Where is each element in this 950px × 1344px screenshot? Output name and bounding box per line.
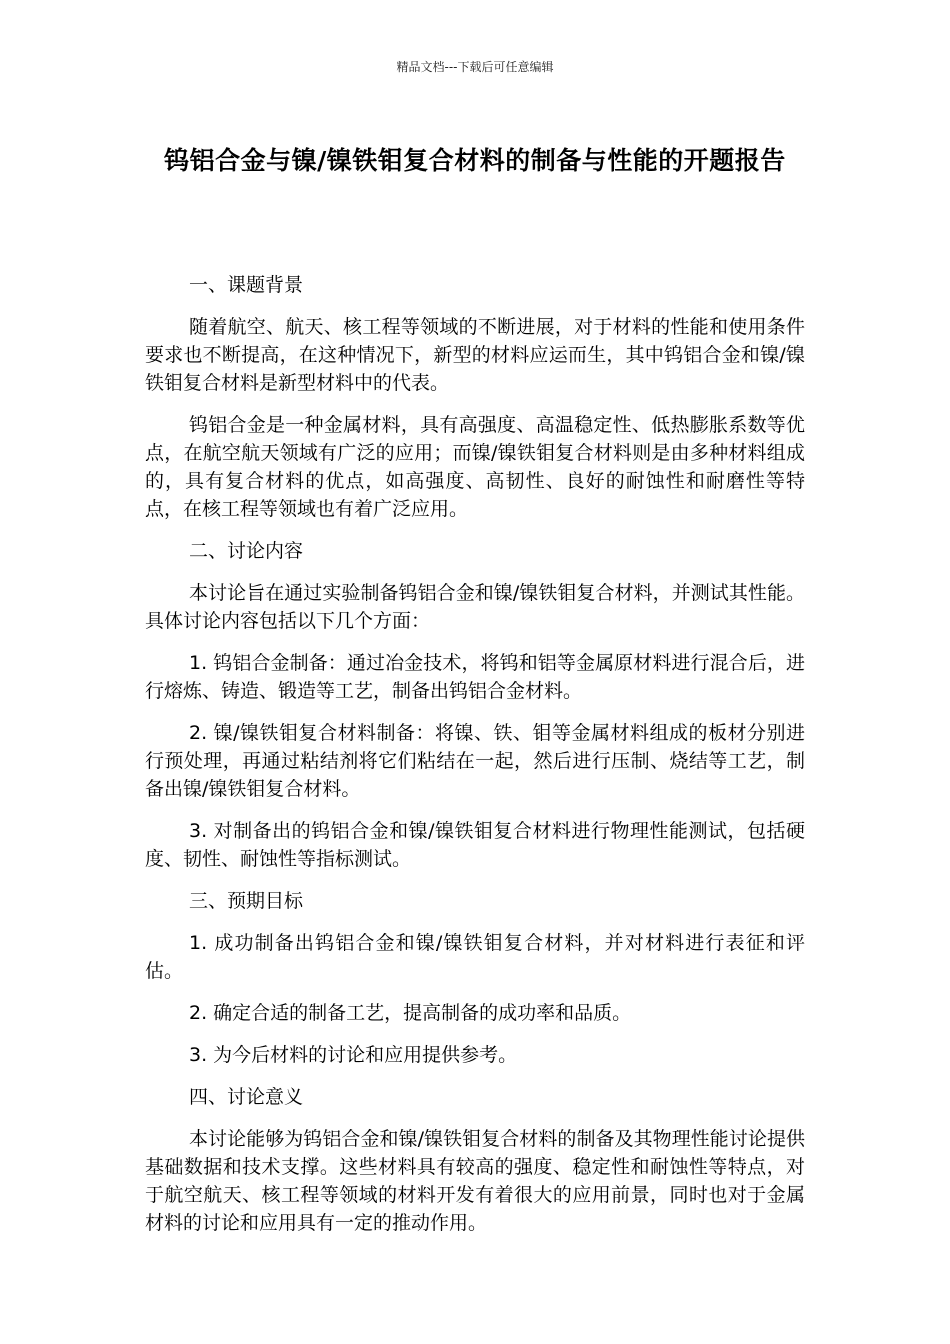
paragraph: 随着航空、航天、核工程等领域的不断进展，对于材料的性能和使用条件要求也不断提高，在这种情况下，新型的材料应运而生，其中钨铝合金和镍/镍铁钼复合材料是新型材料中的代表。 xyxy=(145,316,805,394)
list-item: 2. 确定合适的制备工艺，提高制备的成功率和品质。 xyxy=(189,1002,632,1024)
paragraph: 本讨论旨在通过实验制备钨铝合金和镍/镍铁钼复合材料，并测试其性能。具体讨论内容包括以下几个方面： xyxy=(145,582,805,632)
section-heading-significance: 四、讨论意义 xyxy=(189,1086,304,1108)
document-body xyxy=(145,271,805,1251)
paragraph: 钨铝合金是一种金属材料，具有高强度、高温稳定性、低热膨胀系数等优点，在航空航天领域有广泛的应用；而镍/镍铁钼复合材料则是由多种材料组成的，具有复合材料的优点，如高强度、高韧性、良好的耐蚀性和耐磨性等特点，在核工程等领域也有着广泛应用。 xyxy=(145,414,805,520)
list-item: 3. 为今后材料的讨论和应用提供参考。 xyxy=(189,1044,518,1066)
section-heading-goals: 三、预期目标 xyxy=(189,890,304,912)
section-heading-background: 一、课题背景 xyxy=(189,274,304,296)
paragraph: 本讨论能够为钨铝合金和镍/镍铁钼复合材料的制备及其物理性能讨论提供基础数据和技术支撑。这些材料具有较高的强度、稳定性和耐蚀性等特点，对于航空航天、核工程等领域的材料开发有着很大的应用前景，同时也对于金属材料的讨论和应用具有一定的推动作用。 xyxy=(145,1128,805,1234)
header-note: 精品文档---下载后可任意编辑 xyxy=(396,60,554,74)
document-title: 钨铝合金与镍/镍铁钼复合材料的制备与性能的开题报告 xyxy=(164,146,786,175)
list-item: 1. 成功制备出钨铝合金和镍/镍铁钼复合材料，并对材料进行表征和评估。 xyxy=(145,932,805,982)
list-item: 3. 对制备出的钨铝合金和镍/镍铁钼复合材料进行物理性能测试，包括硬度、韧性、耐蚀性等指标测试。 xyxy=(145,820,805,870)
list-item: 1. 钨铝合金制备：通过冶金技术，将钨和铝等金属原材料进行混合后，进行熔炼、铸造、锻造等工艺，制备出钨铝合金材料。 xyxy=(145,652,805,702)
list-item: 2. 镍/镍铁钼复合材料制备：将镍、铁、钼等金属材料组成的板材分别进行预处理，再通过粘结剂将它们粘结在一起，然后进行压制、烧结等工艺，制备出镍/镍铁钼复合材料。 xyxy=(145,722,805,800)
section-heading-content: 二、讨论内容 xyxy=(189,540,304,562)
